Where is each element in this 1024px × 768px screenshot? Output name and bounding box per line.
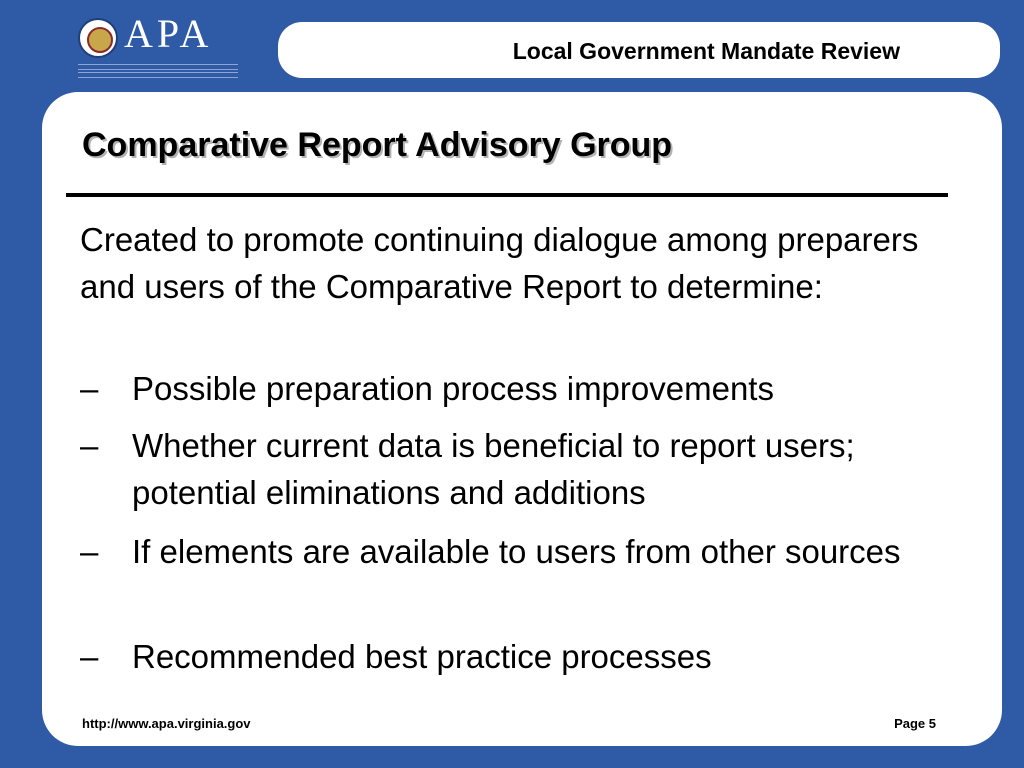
bullet-item xyxy=(80,365,940,412)
logo-wordmark: APA xyxy=(124,11,213,56)
bullet-item xyxy=(80,422,940,516)
footer-url-link[interactable]: http://www.apa.virginia.gov xyxy=(82,716,251,731)
bullet-dash: – xyxy=(80,638,99,675)
slide-title: Comparative Report Advisory Group xyxy=(82,126,673,164)
bullet-text: If elements are available to users from other sources xyxy=(132,533,901,570)
title-divider xyxy=(66,193,948,197)
bullet-dash: – xyxy=(80,533,99,570)
apa-logo xyxy=(76,11,246,80)
bullet-text: Recommended best practice processes xyxy=(132,638,712,675)
virginia-seal-icon xyxy=(78,18,118,58)
bullet-dash: – xyxy=(80,370,99,407)
bullet-dash: – xyxy=(80,427,99,464)
bullet-item xyxy=(80,528,940,575)
logo-tagline-line xyxy=(78,72,238,78)
page-number: Page 5 xyxy=(894,716,936,731)
intro-paragraph: Created to promote continuing dialogue among preparers and users of the Comparative Report to determine: xyxy=(80,221,919,305)
bullet-text: Whether current data is beneficial to report users; potential eliminations and additions xyxy=(132,427,855,511)
bullet-text: Possible preparation process improvements xyxy=(132,370,774,407)
bullet-item xyxy=(80,633,940,680)
header-title: Local Government Mandate Review xyxy=(512,38,900,64)
logo-tagline-line xyxy=(78,64,238,70)
